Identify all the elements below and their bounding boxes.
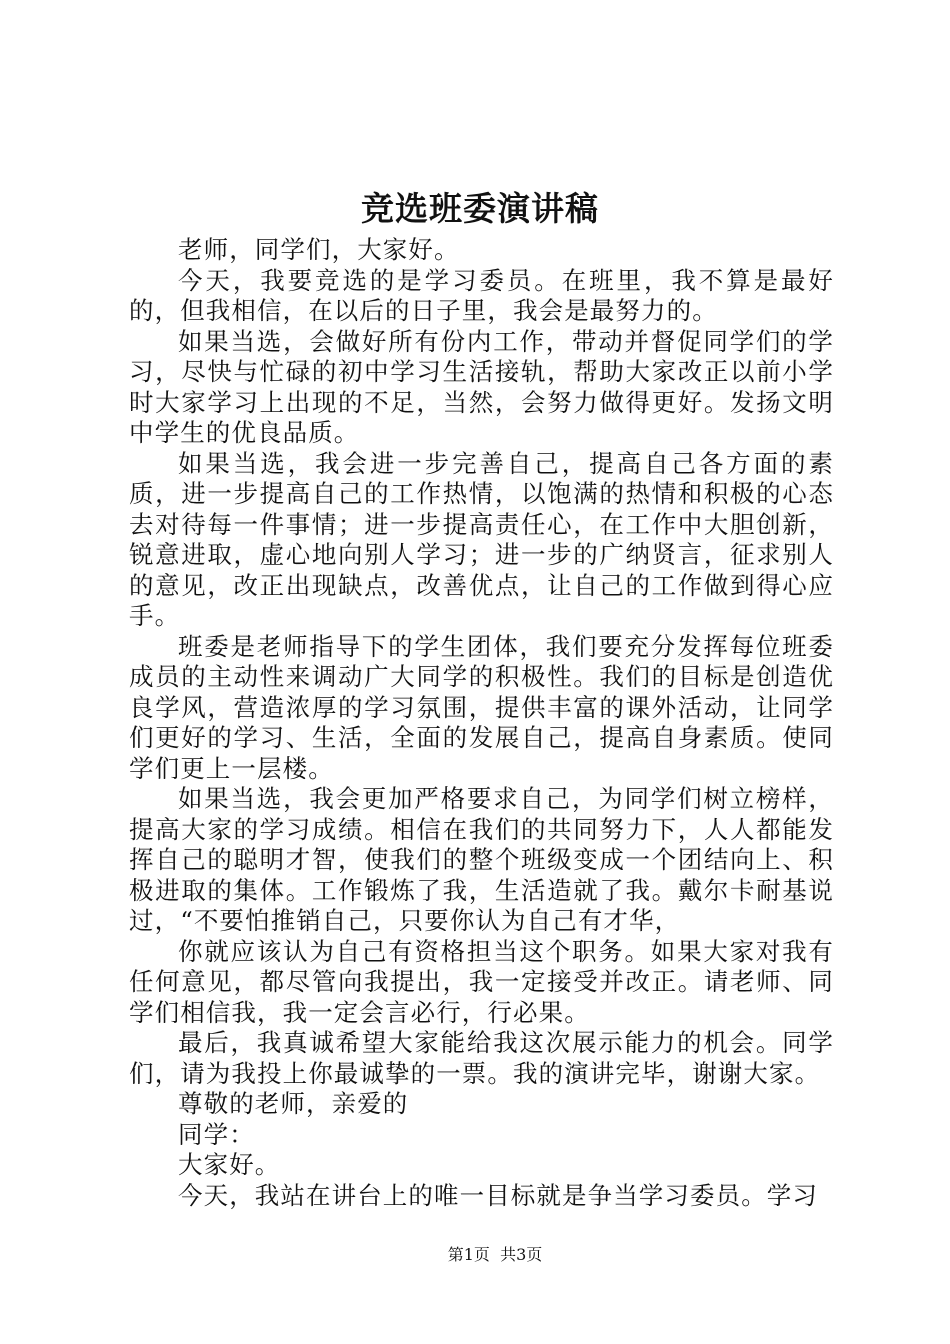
paragraph-10: 同学： [178,1119,255,1149]
paragraph-8: 最后，我真诚希望大家能给我这次展示能力的机会。同学们，请为我投上你最诚挚的一票。我的演讲完毕，谢谢大家。 [129,1028,834,1088]
paragraph-1: 老师，同学们，大家好。 [178,235,460,264]
page-number-label: 第1页 [447,1245,490,1264]
paragraph-11: 大家好。 [178,1150,281,1179]
footer-separator [490,1245,500,1264]
paragraph-2: 今天，我要竞选的是学习委员。在班里，我不算是最好的，但我相信，在以后的日子里，我会是最努力的。 [129,265,834,325]
page-total-label: 共3页 [500,1245,543,1264]
paragraph-6: 如果当选，我会更加严格要求自己，为同学们树立榜样，提高大家的学习成绩。相信在我们的共同努力下，人人都能发挥自己的聪明才智，使我们的整个班级变成一个团结向上、积极进取的集体。工作锻炼了我，生活造就了我。戴尔卡耐基说过，“不要怕推销自己，只要你认为自己有才华， [129,784,834,935]
paragraph-5: 班委是老师指导下的学生团体，我们要充分发挥每位班委成员的主动性来调动广大同学的积极性。我们的目标是创造优良学风，营造浓厚的学习氛围，提供丰富的课外活动，让同学们更好的学习、生活，全面的发展自己，提高自身素质。使同学们更上一层楼。 [129,631,834,783]
paragraph-12: 今天，我站在讲台上的唯一目标就是争当学习委员。学习 [178,1180,818,1210]
document-body [129,235,834,1211]
paragraph-4: 如果当选，我会进一步完善自己，提高自己各方面的素质，进一步提高自己的工作热情，以饱满的热情和积极的心态去对待每一件事情；进一步提高责任心，在工作中大胆创新，锐意进取，虚心地向别人学习；进一步的广纳贤言，征求别人的意见，改正出现缺点，改善优点，让自己的工作做到得心应手。 [129,448,834,630]
paragraph-9: 尊敬的老师，亲爱的 [178,1089,409,1118]
paragraph-3: 如果当选，会做好所有份内工作，带动并督促同学们的学习，尽快与忙碌的初中学习生活接轨，帮助大家改正以前小学时大家学习上出现的不足，当然，会努力做得更好。发扬文明中学生的优良品质。 [129,326,834,447]
page-footer [0,1244,950,1266]
document-title: 竞选班委演讲稿 [361,189,599,228]
paragraph-7: 你就应该认为自己有资格担当这个职务。如果大家对我有任何意见，都尽管向我提出，我一定接受并改正。请老师、同学们相信我，我一定会言必行，行必果。 [129,936,834,1027]
